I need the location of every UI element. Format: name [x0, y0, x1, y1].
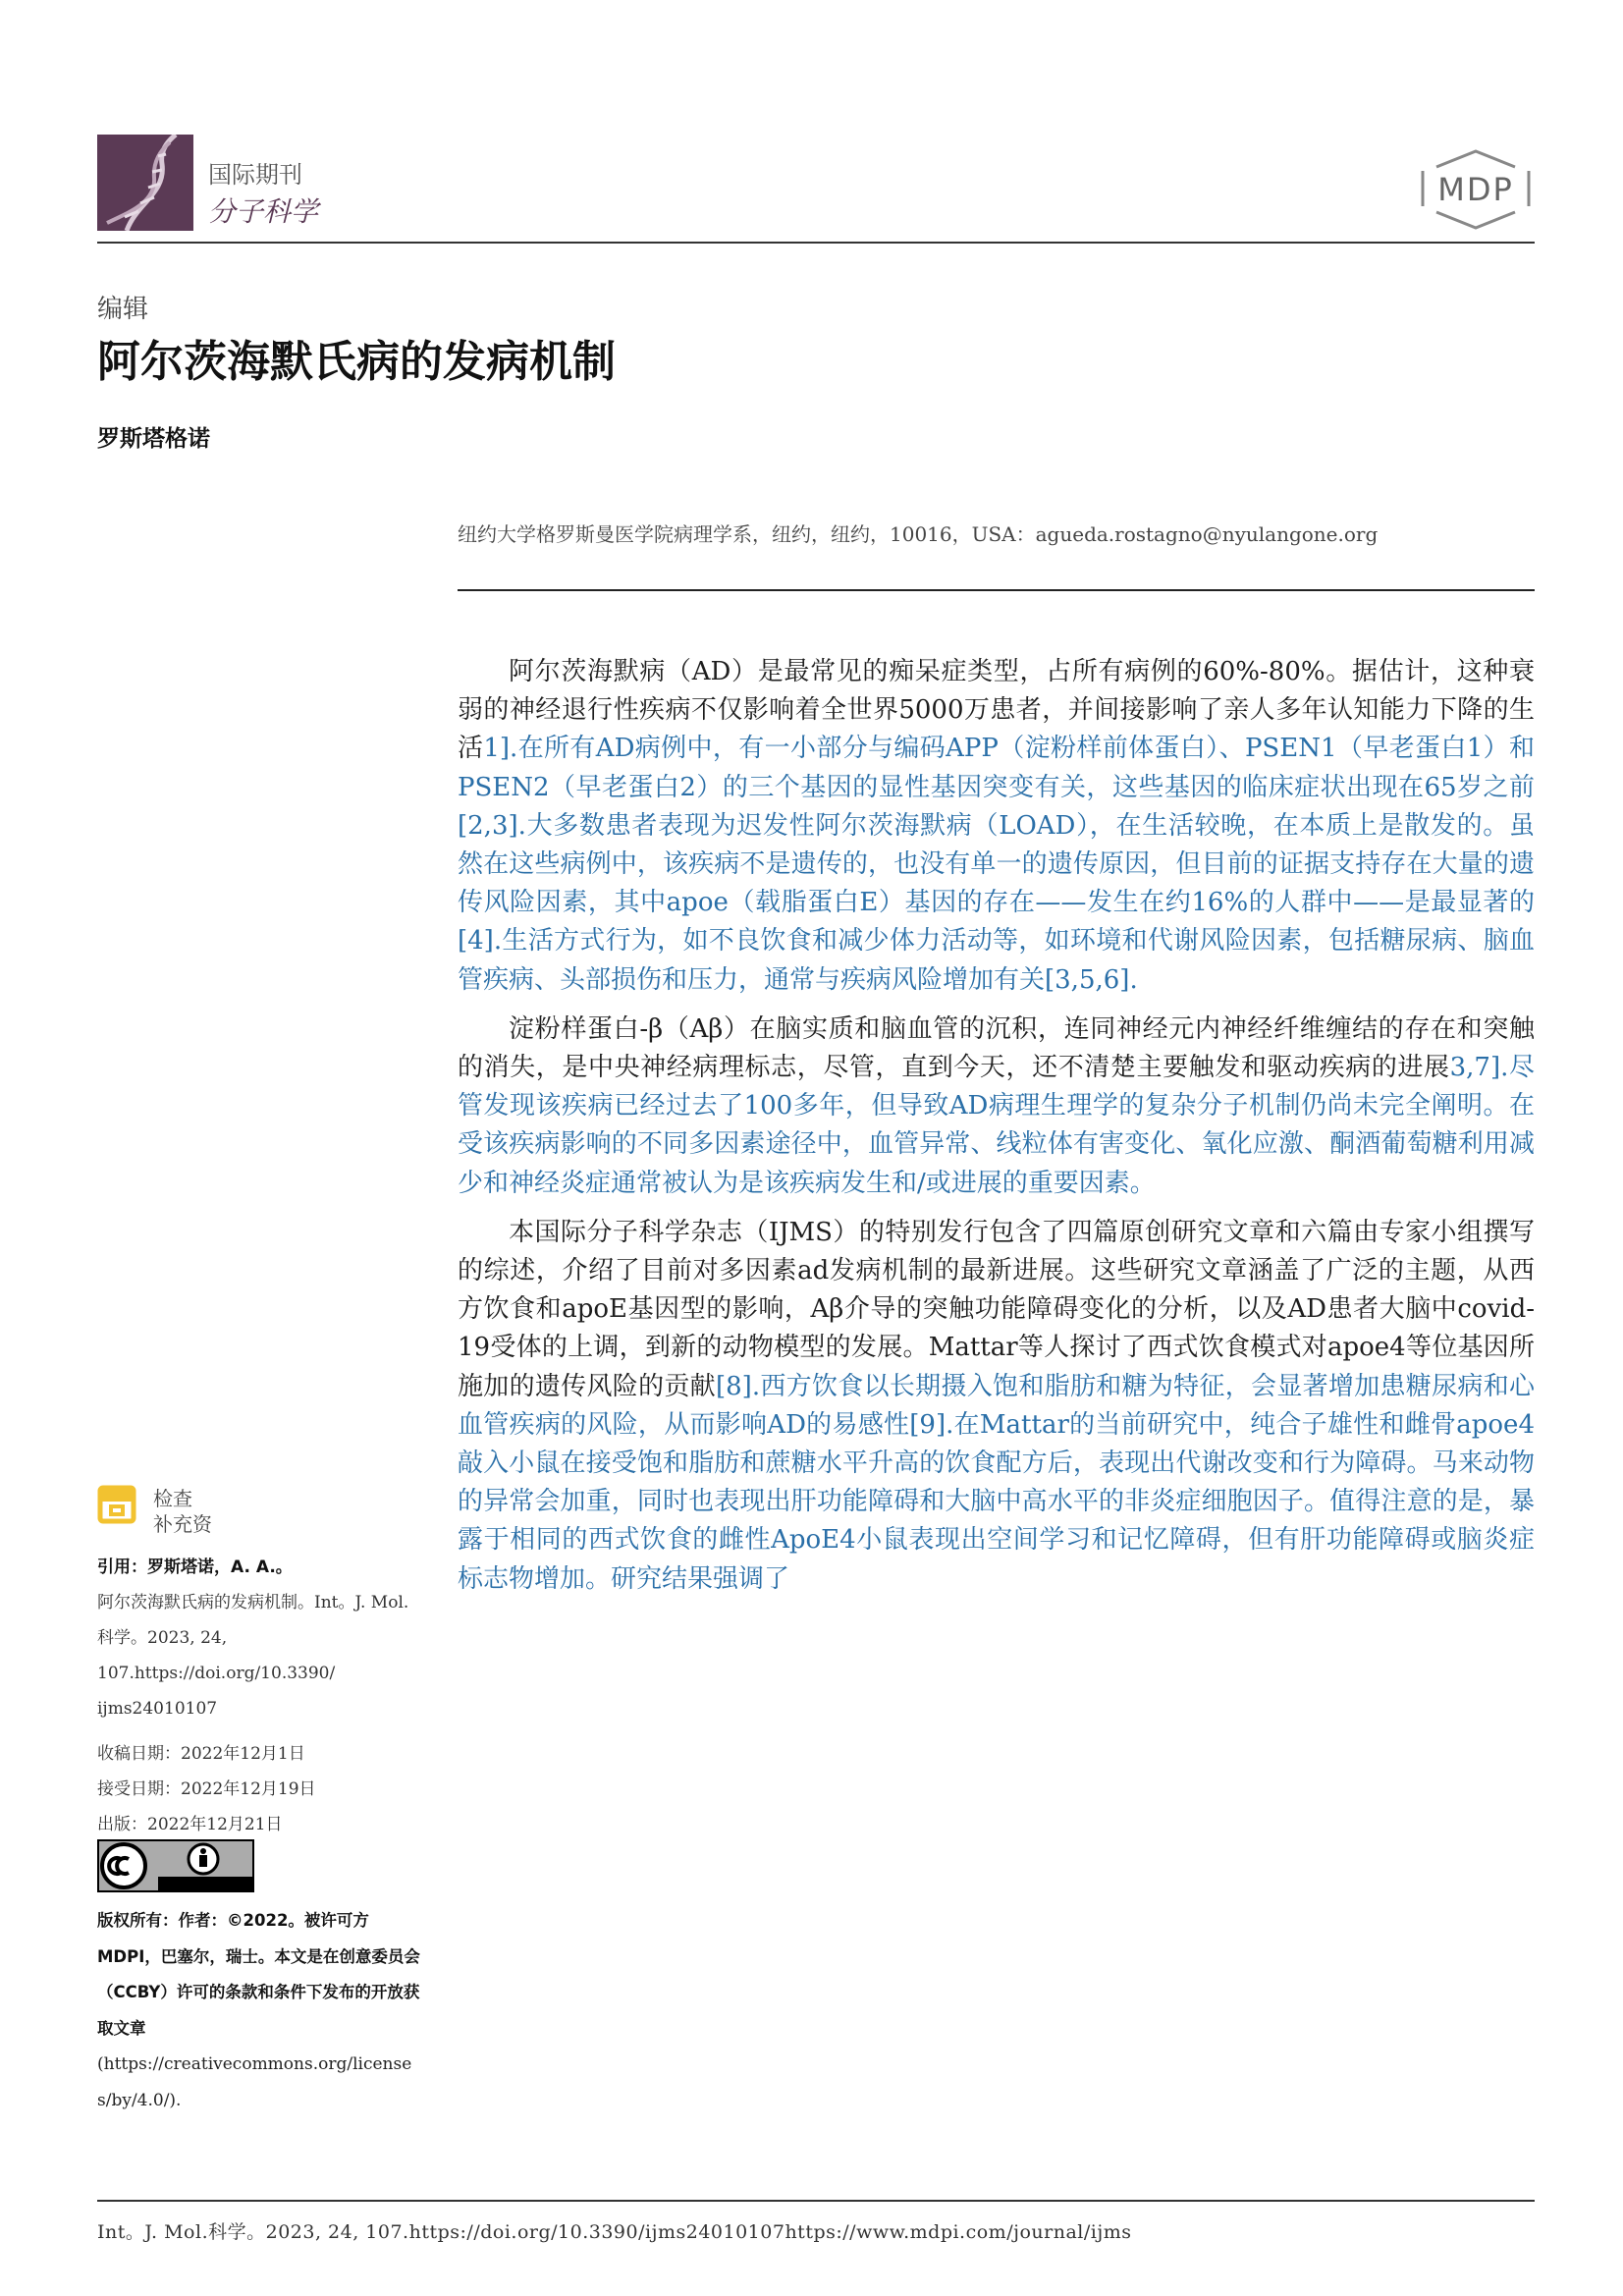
sidebar-info: [97, 1550, 421, 1842]
body-paragraph-2: [458, 1011, 1535, 1203]
linked-text[interactable]: 3,7].尽管发现该疾病已经过去了100多年，但导致AD病理生理学的复杂分子机制仍尚未完全阐明。在受该疾病影响的不同多因素途径中，血管异常、线粒体有害变化、氧化应激、酮酒葡萄糖利用减少和神经炎症通常被认为是该疾病发生和/或进展的重要因素。: [458, 1053, 1535, 1198]
received-date: 收稿日期：2022年12月1日: [97, 1744, 305, 1764]
citation-text[interactable]: 阿尔茨海默氏病的发病机制。Int。J. Mol.科学。2023, 24, 107.https://doi.org/10.3390/ ijms24010107: [97, 1593, 409, 1719]
paragraph-text: 阿尔茨海默病（AD）是最常见的痴呆症类型，占所有病例的60%-80%。据估计，这种衰弱的神经退行性疾病不仅影响着全世界5000万患者，并间接影响了亲人多年认知能力下降的生活: [458, 657, 1535, 764]
article-body: [458, 653, 1535, 1610]
linked-text[interactable]: [8].西方饮食以长期摄入饱和脂肪和糖为特征，会显著增加患糖尿病和心血管疾病的风险，从而影响AD的易感性[9].在Mattar的当前研究中，纯合子雄性和雌骨apoe4敲入小鼠在接受饱和脂肪和蔗糖水平升高的饮食配方后，表现出代谢改变和行为障碍。马来动物的异常会加重，同时也表现出肝功能障碍和大脑中高水平的非炎症细胞因子。值得注意的是，暴露于相同的西式饮食的雌性ApoE4小鼠表现出空间学习和记忆障碍，但有肝功能障碍或脑炎症标志物增加。研究结果强调了: [458, 1371, 1535, 1594]
affiliation: 纽约大学格罗斯曼医学院病理学系，纽约，纽约，10016，USA：agueda.rostagno@nyulangone.org: [458, 522, 1379, 546]
body-paragraph-3: [458, 1214, 1535, 1599]
copyright-notice: [97, 1903, 421, 2118]
check-updates-label-line2[interactable]: 补充资: [153, 1512, 212, 1536]
cc-by-license-badge[interactable]: [97, 1839, 254, 1892]
body-paragraph-1: [458, 653, 1535, 1000]
header-divider: [97, 242, 1535, 244]
article-type: 编辑: [97, 295, 149, 324]
published-date: 出版：2022年12月21日: [97, 1815, 283, 1834]
article-title: 阿尔茨海默氏病的发病机制: [97, 337, 616, 387]
accepted-date: 接受日期：2022年12月19日: [97, 1779, 316, 1799]
paragraph-text: 淀粉样蛋白-β（Aβ）在脑实质和脑血管的沉积，连同神经元内神经纤维缠结的存在和突触的消失，是中央神经病理标志，尽管，直到今天，还不清楚主要触发和驱动疾病的进展: [458, 1013, 1535, 1083]
paragraph-text: 本国际分子科学杂志（IJMS）的特别发行包含了四篇原创研究文章和六篇由专家小组撰写的综述，介绍了目前对多因素ad发病机制的最新进展。这些研究文章涵盖了广泛的主题，从西方饮食和apoE基因型的影响，Aβ介导的突触功能障碍变化的分析，以及AD患者大脑中covid-19受体的上调，到新的动物模型的发展。Mattar等人探讨了西式饮食模式对apoe4等位基因所施加的遗传风险的贡献: [458, 1217, 1535, 1401]
journal-logo: [97, 135, 193, 231]
copyright-text: 版权所有：作者：©2022。被许可方MDPI，巴塞尔，瑞士。本文是在创意委员会（CCBY）许可的条款和条件下发布的开放获取文章: [97, 1911, 420, 2038]
license-url[interactable]: (https://creativecommons.org/licenses/by/4.0/).: [97, 2054, 412, 2110]
check-updates-label-line1[interactable]: 检查: [153, 1487, 192, 1510]
affiliation-divider: [458, 589, 1535, 591]
linked-text[interactable]: 1].在所有AD病例中，有一小部分与编码APP（淀粉样前体蛋白）、PSEN1（早老蛋白1）和PSEN2（早老蛋白2）的三个基因的显性基因突变有关，这些基因的临床症状出现在65岁之前[2,3].大多数患者表现为迟发性阿尔茨海默病（LOAD），在生活较晚，在本质上是散发的。虽然在这些病例中，该疾病不是遗传的，也没有单一的遗传原因，但目前的证据支持存在大量的遗传风险因素，其中apoe（载脂蛋白E）基因的存在——发生在约16%的人群中——是最显著的[4].生活方式行为，如不良饮食和减少体力活动等，如环境和代谢风险因素，包括糖尿病、脑血管疾病、头部损伤和压力，通常与疾病风险增加有关[3,5,6].: [458, 734, 1535, 995]
footer-citation: Int。J. Mol.科学。2023, 24, 107.https://doi.org/10.3390/ijms24010107https://www.mdpi.com/journal/ijms: [97, 2221, 1132, 2243]
check-updates-icon[interactable]: [97, 1485, 136, 1524]
author-name: 罗斯塔格诺: [97, 426, 210, 452]
footer-divider: [97, 2200, 1535, 2202]
publisher-logo: [1417, 149, 1535, 230]
publisher-logo-text: MDP: [1437, 171, 1514, 208]
citation-label: 引用：罗斯塔诺，A. A.。: [97, 1558, 293, 1577]
journal-name-line1: 国际期刊: [208, 161, 302, 189]
journal-name-line2: 分子科学: [208, 195, 319, 228]
dna-icon: [97, 135, 193, 231]
